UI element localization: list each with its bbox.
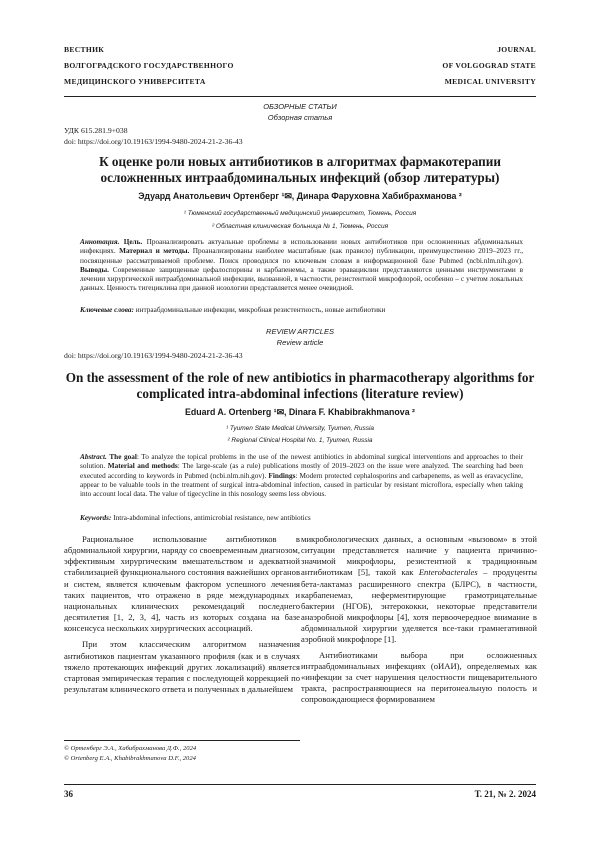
copyright-en: © Ortenberg E.A., Khabibrakhmanova D.F., 2024 — [64, 754, 196, 762]
keywords-ru — [80, 306, 523, 315]
findings-text-ru: Современные защищенные цефалоспорины и карбапенемы, а также эравациклин представляются ценными инструментами в лечении хирургической интраабдоминальной инфекции, вызванной, в частности, резистентной микрофлорой, особенно – с учетом локальных данных. Ценность тигециклина при данной нозологии представляется менее очевидной. — [80, 265, 523, 293]
section-title-ru: ОБЗОРНЫЕ СТАТЬИ — [263, 102, 337, 111]
goal-text-ru: Проанализировать актуальные проблемы в использовании новых антибиотиков при осложненных абдоминальных инфекциях. — [80, 238, 523, 256]
copyright-ru: © Ортенберг Э.А., Хабибрахманова Д.Ф., 2024 — [64, 745, 197, 752]
article-type-en: Review article — [276, 338, 324, 347]
keywords-text-en: Intra-abdominal infections, antimicrobial resistance, new antibiotics — [113, 514, 311, 522]
article-title-ru: К оценке роли новых антибиотиков в алгоритмах фармакотерапии осложненных интраабдоминальных инфекций (обзор литературы) — [99, 154, 501, 185]
methods-text-en: : The large-scale (as a rule) publications mostly of 2019–2023 on the issue were analyzed. The searching had been executed according to keywords in Pubmed (ncbi.nlm.nih.gov). — [80, 462, 524, 480]
affiliation-ru-1: ¹ Тюменский государственный медицинский университет, Тюмень, Россия — [183, 210, 417, 217]
keywords-en — [80, 514, 523, 523]
body-column-right — [301, 534, 537, 705]
footer-divider — [64, 784, 536, 785]
methods-text-ru: Проанализированы наиболее масштабные (как правило) публикации, преимущественно 2019–2023 гг., посвященные рассматриваемой проблеме. Поиск проводился по ключевым словам в информационной базе Pubmed (ncbi.nlm.nih.gov). — [80, 247, 524, 265]
body-paragraph-1: Рациональное использование антибиотиков в абдоминальной хирургии, наряду со своевременным диагнозом, эффективным хирургическим вмешательством и адекватной стабилизацией функционального состояния важнейших органов и систем, является ключевым фактором успешного лечения таких пациентов, что отражено в ряде международных и национальных клинических рекомендаций последнего десятилетия [1, 2, 3, 4], часть из которых создана на базе консенсуса нескольких хирургических ассоциаций. — [64, 534, 301, 634]
journal-name-en-line-1: JOURNAL — [497, 45, 536, 54]
body-paragraph-3-a: микробиологических данных, а основным «вызовом» в этой ситуации представляется наличие у пациента причинно-значимой микрофлоры, резистентной к традиционным антибиотикам [5], такой как — [301, 534, 537, 578]
authors-ru: Эдуард Анатольевич Ортенберг ¹✉, Динара Фаруховна Хабибрахманова ² — [138, 191, 462, 201]
doi-ru[interactable]: doi: https://doi.org/10.19163/1994-9480-2024-21-2-36-43 — [64, 137, 243, 146]
findings-text-en: : Modern protected cephalosporins and carbapenems, as well as eravacycline, appear to be valuable tools in the treatment of surgical intra-abdominal infection, caused in particular by resistant microflora, especially when taking into account local data. The value of tigecycline in this nosology seems less obvious. — [80, 471, 523, 499]
body-paragraph-2: При этом классическим алгоритмом назначения антибиотиков пациентам указанного профиля (как и в случаях тяжело протекающих инфекций других локализаций) является стартовая эмпирическая терапия с последующей коррекцией по результатам клинического ответа и полученных в дальнейшем — [64, 639, 300, 695]
abstract-ru — [80, 238, 523, 294]
copyright-divider — [64, 740, 300, 741]
section-title-en: REVIEW ARTICLES — [266, 327, 334, 336]
findings-label-ru: Выводы. — [80, 265, 109, 274]
goal-text-en: : To analyze the topical problems in the use of the newest antibiotics in abdominal surgical interventions and approaches to their solution. — [80, 453, 523, 471]
methods-label-ru: Материал и методы. — [119, 247, 190, 256]
abstract-label-en: Abstract. — [80, 453, 107, 461]
journal-name-en-line-2: OF VOLGOGRAD STATE — [442, 61, 536, 70]
affiliation-ru-2: ² Областная клиническая больница № 1, Тюмень, Россия — [211, 223, 389, 230]
body-column-left — [64, 534, 300, 695]
journal-name-en-line-3: MEDICAL UNIVERSITY — [444, 77, 536, 86]
copyright-block — [64, 744, 196, 763]
body-paragraph-4: Антибиотиками выбора при осложненных интраабдоминальных инфекциях (оИАИ), определяемых как «инфекции за счет нарушения целостности пищеварительного тракта, распространяющиеся на перитонеальную полость и сопровождающиеся формированием — [301, 649, 537, 705]
journal-name-en — [380, 42, 536, 90]
article-title-en: On the assessment of the role of new antibiotics in pharmacotherapy algorithms for complicated intra-abdominal infections (literature review) — [65, 370, 535, 401]
affiliation-en-2: ² Regional Clinical Hospital No. 1, Tyumen, Russia — [227, 437, 373, 444]
journal-name-ru-line-3: МЕДИЦИНСКОГО УНИВЕРСИТЕТА — [64, 77, 206, 86]
affiliation-en-1: ¹ Tyumen State Medical University, Tyumen, Russia — [225, 425, 375, 432]
page-number: 36 — [64, 789, 73, 799]
goal-label-en: The goal — [109, 453, 137, 461]
header-divider — [64, 96, 536, 97]
keywords-text-ru: интраабдоминальные инфекции, микробная резистентность, новые антибиотики — [135, 306, 386, 314]
enterobacterales-term: Enterobacterales — [418, 567, 478, 578]
body-paragraph-3 — [301, 534, 537, 646]
goal-label-ru: Цель. — [123, 238, 143, 246]
journal-name-ru — [64, 42, 264, 90]
authors-en: Eduard A. Ortenberg ¹✉, Dinara F. Khabibrakhmanova ² — [185, 407, 415, 417]
udc-code: УДК 615.281.9+038 — [64, 126, 128, 135]
keywords-label-en: Keywords: — [80, 514, 112, 522]
findings-label-en: Findings — [268, 471, 296, 480]
body-paragraph-3-b: – продуценты бета-лактамаз расширенного спектра (БЛРС), в частности, карбапенемаз, неферментирующие грамотрицательные бактерии (НГОБ), энтерококки, некоторые представители анаэробной микрофлоры [4], хотя первоочередное внимание в абдоминальной хирургии уделяется все-таки грамнегативной аэробной микрофлоре [1]. — [301, 567, 537, 645]
issue-info: Т. 21, № 2. 2024 — [474, 789, 536, 799]
doi-en[interactable]: doi: https://doi.org/10.19163/1994-9480-2024-21-2-36-43 — [64, 351, 243, 360]
article-type-ru: Обзорная статья — [267, 113, 333, 122]
journal-name-ru-line-1: ВЕСТНИК — [64, 45, 105, 54]
abstract-label-ru: Аннотация. — [80, 238, 120, 246]
methods-label-en: Material and methods — [107, 462, 178, 471]
journal-name-ru-line-2: ВОЛГОГРАДСКОГО ГОСУДАРСТВЕННОГО — [64, 61, 234, 70]
keywords-label-ru: Ключевые слова: — [80, 306, 134, 314]
abstract-en — [80, 453, 523, 499]
